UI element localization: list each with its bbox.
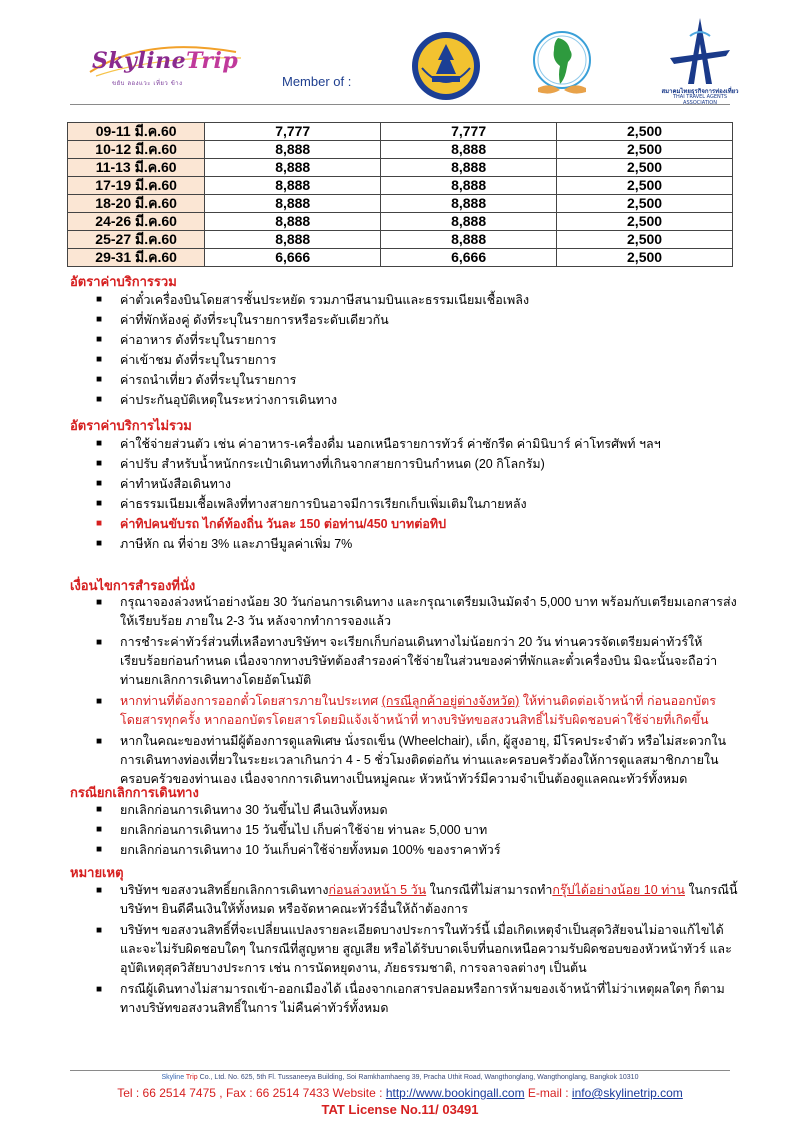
member-of-label: Member of : (282, 74, 352, 89)
table-row (68, 177, 733, 195)
bullet-icon: ■ (96, 394, 103, 405)
date-cell: 18-20 มี.ค.60 (68, 195, 205, 213)
logo-word-trip: Trip (186, 48, 239, 74)
cancel-title: กรณียกเลิกการเดินทาง (70, 785, 199, 800)
cancel-list (70, 800, 740, 860)
booking-title: เงื่อนไขการสำรองที่นั่ง (70, 578, 196, 593)
tta-caption-thai: สมาคมไทยธุรกิจการท่องเที่ยว (661, 88, 739, 95)
price-child-cell: 8,888 (381, 195, 557, 213)
list-item: ■ ค่าประกันอุบัติเหตุในระหว่างการเดินทาง (70, 390, 740, 410)
table-row (68, 249, 733, 267)
price-adult-cell: 6,666 (205, 249, 381, 267)
single-supplement-cell: 2,500 (557, 213, 733, 231)
bullet-icon: ■ (96, 885, 103, 896)
single-supplement-cell: 2,500 (557, 231, 733, 249)
price-adult-cell: 8,888 (205, 231, 381, 249)
list-item: ■ กรณีผู้เดินทางไม่สามารถเข้า-ออกเมืองได้ เนื่องจากเอกสารปลอมหรือการห้ามของเจ้าหน้าที่ไม่ว่าเหตุผลใดๆ ก็ตาม ทางบริษัทขอสงวนสิทธิ์ในการ ไม่คืนค่าทัวร์ทั้งหมด (96, 982, 725, 1015)
bullet-icon: ■ (96, 538, 103, 549)
price-adult-cell: 7,777 (205, 123, 381, 141)
list-item: ■ ค่าตั๋วเครื่องบินโดยสารชั้นประหยัด รวมภาษีสนามบินและธรรมเนียมเชื้อเพลิง (70, 290, 740, 310)
table-row (68, 213, 733, 231)
list-item: ■ การชำระค่าทัวร์ส่วนที่เหลือทางบริษัทฯ จะเรียกเก็บก่อนเดินทางไม่น้อยกว่า 20 วัน ท่านควรจัดเตรียมค่าทัวร์ให้เรียบร้อยก่อนกำหนด เนื่องจากทางบริษัทต้องสำรองค่าใช้จ่ายในส่วนของค่าที่พักและตั๋วเครื่องบิน มิฉะนั้นจะถือว่าท่านยกเลิกการเดินทางโดยอัตโนมัติ (96, 635, 718, 687)
bullet-icon: ■ (96, 925, 103, 936)
bullet-icon: ■ (96, 518, 103, 529)
list-item: ■ ค่าเข้าชม ดังที่ระบุในรายการ (70, 350, 740, 370)
list-item: ■ หากในคณะของท่านมีผู้ต้องการดูแลพิเศษ นั่งรถเข็น (Wheelchair), เด็ก, ผู้สูงอายุ, มีโรคประจำตัว หรือไม่สะดวกในการเดินทางท่องเที่ยวในระยะเวลาเกินกว่า 4 - 5 ชั่วโมงติดต่อกัน ท่านและครอบครัวต้องให้การดูแลสมาชิกภายในครอบครัวของท่านเอง เนื่องจากการเดินทางเป็นหมู่คณะ หัวหน้าทัวร์มีความจำเป็นต้องดูแลคณะทัวร์ทั้งหมด (96, 734, 727, 786)
list-item: ■ กรุณาจองล่วงหน้าอย่างน้อย 30 วันก่อนการเดินทาง และกรุณาเตรียมเงินมัดจำ 5,000 บาท พร้อมกับเตรียมเอกสารส่งให้เรียบร้อย ภายใน 2-3 วัน หลังจากทำการจองแล้ว (96, 595, 737, 628)
single-supplement-cell: 2,500 (557, 195, 733, 213)
list-item: ■ ค่าธรรมเนียมเชื้อเพลิงที่ทางสายการบินอาจมีการเรียกเก็บเพิ่มเติมในภายหลัง (70, 494, 740, 514)
list-item: ■ ค่าใช้จ่ายส่วนตัว เช่น ค่าอาหาร-เครื่องดื่ม นอกเหนือรายการทัวร์ ค่าซักรีด ค่ามินิบาร์ ค่าโทรศัพท์ ฯลฯ (70, 434, 740, 454)
table-row (68, 141, 733, 159)
list-item: ■ ค่าอาหาร ดังที่ระบุในรายการ (70, 330, 740, 350)
bullet-icon: ■ (96, 736, 103, 747)
list-item: ■ ค่าทำหนังสือเดินทาง (70, 474, 740, 494)
single-supplement-cell: 2,500 (557, 123, 733, 141)
bullet-icon: ■ (96, 984, 103, 995)
date-cell: 09-11 มี.ค.60 (68, 123, 205, 141)
price-child-cell: 8,888 (381, 177, 557, 195)
tta-emblem (660, 14, 740, 104)
table-row (68, 195, 733, 213)
excluded-title: อัตราค่าบริการไม่รวม (70, 418, 192, 433)
skyline-trip-logo (92, 42, 242, 90)
single-supplement-cell: 2,500 (557, 249, 733, 267)
price-table-body (68, 123, 733, 267)
price-child-cell: 7,777 (381, 123, 557, 141)
list-item: ■ ยกเลิกก่อนการเดินทาง 10 วันเก็บค่าใช้จ่ายทั้งหมด 100% ของราคาทัวร์ (70, 840, 740, 860)
tta-airplane-icon (660, 14, 740, 86)
bullet-icon: ■ (96, 478, 103, 489)
association-seal-icon (410, 30, 482, 102)
header-divider (70, 104, 730, 105)
table-row (68, 123, 733, 141)
price-adult-cell: 8,888 (205, 195, 381, 213)
table-row (68, 159, 733, 177)
list-item: ■ บริษัทฯ ขอสงวนสิทธิ์ที่จะเปลี่ยนแปลงรายละเอียดบางประการในทัวร์นี้ เมื่อเกิดเหตุจำเป็นสุดวิสัยจนไม่อาจแก้ไขได้ และจะไม่รับผิดชอบใดๆ ในกรณีที่สูญหาย สูญเสีย หรือได้รับบาดเจ็บที่นอกเหนือความรับผิดชอบของหัวหน้าทัวร์ และอุบัติเหตุสุดวิสัยบางประการ เช่น การนัดหยุดงาน, ภัยธรรมชาติ, การจลาจลต่างๆ เป็นต้น (96, 923, 732, 975)
list-item: ■ ค่าที่พักห้องคู่ ดังที่ระบุในรายการหรือระดับเดียวกัน (70, 310, 740, 330)
tta-caption-english: THAI TRAVEL AGENTS ASSOCIATION (672, 94, 727, 106)
page-header (0, 0, 800, 112)
bullet-icon: ■ (96, 597, 103, 608)
single-supplement-cell: 2,500 (557, 159, 733, 177)
thailand-map-emblem-icon (530, 30, 594, 100)
list-item: ■ ค่ารถนำเที่ยว ดังที่ระบุในรายการ (70, 370, 740, 390)
bullet-icon: ■ (96, 438, 103, 449)
price-table (67, 122, 733, 267)
notes-list (70, 881, 740, 1020)
single-supplement-cell: 2,500 (557, 141, 733, 159)
price-child-cell: 8,888 (381, 141, 557, 159)
tat-license: TAT License No.11/ 03491 (321, 1102, 479, 1117)
table-row (68, 231, 733, 249)
price-adult-cell: 8,888 (205, 213, 381, 231)
bullet-icon: ■ (96, 458, 103, 469)
website-link[interactable]: http://www.bookingall.com (385, 1086, 525, 1100)
logo-word-skyline: Skyline (92, 48, 187, 74)
date-cell: 11-13 มี.ค.60 (68, 159, 205, 177)
date-cell: 24-26 มี.ค.60 (68, 213, 205, 231)
bullet-icon: ■ (96, 374, 103, 385)
bullet-icon: ■ (96, 844, 103, 855)
single-supplement-cell: 2,500 (557, 177, 733, 195)
included-list (70, 290, 740, 410)
bullet-icon: ■ (96, 334, 103, 345)
list-item-tip: ■ ค่าทิปคนขับรถ ไกด์ท้องถิ่น วันละ 150 ต่อท่าน/450 บาทต่อทิป (70, 514, 740, 534)
logo-tagline: ขยับ ลองแวะ เที่ยว ข้าง (112, 80, 183, 87)
date-cell: 25-27 มี.ค.60 (68, 231, 205, 249)
bullet-icon: ■ (96, 696, 103, 707)
email-link[interactable]: info@skylinetrip.com (571, 1086, 683, 1100)
notes-title: หมายเหตุ (70, 865, 124, 880)
bullet-icon: ■ (96, 498, 103, 509)
price-adult-cell: 8,888 (205, 177, 381, 195)
price-child-cell: 8,888 (381, 231, 557, 249)
date-cell: 10-12 มี.ค.60 (68, 141, 205, 159)
date-cell: 29-31 มี.ค.60 (68, 249, 205, 267)
list-item: ■ ภาษีหัก ณ ที่จ่าย 3% และภาษีมูลค่าเพิ่ม 7% (70, 534, 740, 554)
included-title: อัตราค่าบริการรวม (70, 274, 177, 289)
list-item: ■ ค่าปรับ สำหรับน้ำหนักกระเป๋าเดินทางที่เกินจากสายการบินกำหนด (20 กิโลกรัม) (70, 454, 740, 474)
date-cell: 17-19 มี.ค.60 (68, 177, 205, 195)
price-child-cell: 6,666 (381, 249, 557, 267)
bullet-icon: ■ (96, 637, 103, 648)
bullet-icon: ■ (96, 824, 103, 835)
price-child-cell: 8,888 (381, 159, 557, 177)
footer-company-address: Skyline Trip Co., Ltd. No. 625, 5th Fl. Tussaneeya Building, Soi Ramkhamhaeng 39, Pracha Uthit Road, Wangthonglang, Wangthonglang, Bangkok 10310 (161, 1074, 639, 1081)
excluded-list (70, 434, 740, 554)
bullet-icon: ■ (96, 294, 103, 305)
bullet-icon: ■ (96, 804, 103, 815)
list-item-warning: ■ หากท่านที่ต้องการออกตั๋วโดยสารภายในประเทศ (กรณีลูกค้าอยู่ต่างจังหวัด) ให้ท่านติดต่อเจ้าหน้าที่ ก่อนออกบัตรโดยสารทุกครั้ง หากออกบัตรโดยสารโดยมิแจ้งเจ้าหน้าที่ ทางบริษัทขอสงวนสิทธิ์ไม่รับผิดชอบค่าใช้จ่ายที่เกิดขึ้น (96, 694, 716, 727)
price-adult-cell: 8,888 (205, 159, 381, 177)
list-item: ■ บริษัทฯ ขอสงวนสิทธิ์ยกเลิกการเดินทางก่อนล่วงหน้า 5 วัน ในกรณีที่ไม่สามารถทำกรุ๊ปได้อย่างน้อย 10 ท่าน ในกรณีนี้บริษัทฯ ยินดีคืนเงินให้ทั้งหมด หรือจัดหาคณะทัวร์อื่นให้ถ้าต้องการ (96, 883, 738, 916)
bullet-icon: ■ (96, 314, 103, 325)
footer-contact: Tel : 66 2514 7475 , Fax : 66 2514 7433 Website : http://www.bookingall.com E-mail : info@skylinetrip.com (117, 1086, 683, 1100)
bullet-icon: ■ (96, 354, 103, 365)
booking-list (70, 593, 740, 791)
list-item: ■ ยกเลิกก่อนการเดินทาง 15 วันขึ้นไป เก็บค่าใช้จ่าย ท่านละ 5,000 บาท (70, 820, 740, 840)
list-item: ■ ยกเลิกก่อนการเดินทาง 30 วันขึ้นไป คืนเงินทั้งหมด (70, 800, 740, 820)
footer-divider (70, 1070, 730, 1071)
price-adult-cell: 8,888 (205, 141, 381, 159)
price-child-cell: 8,888 (381, 213, 557, 231)
